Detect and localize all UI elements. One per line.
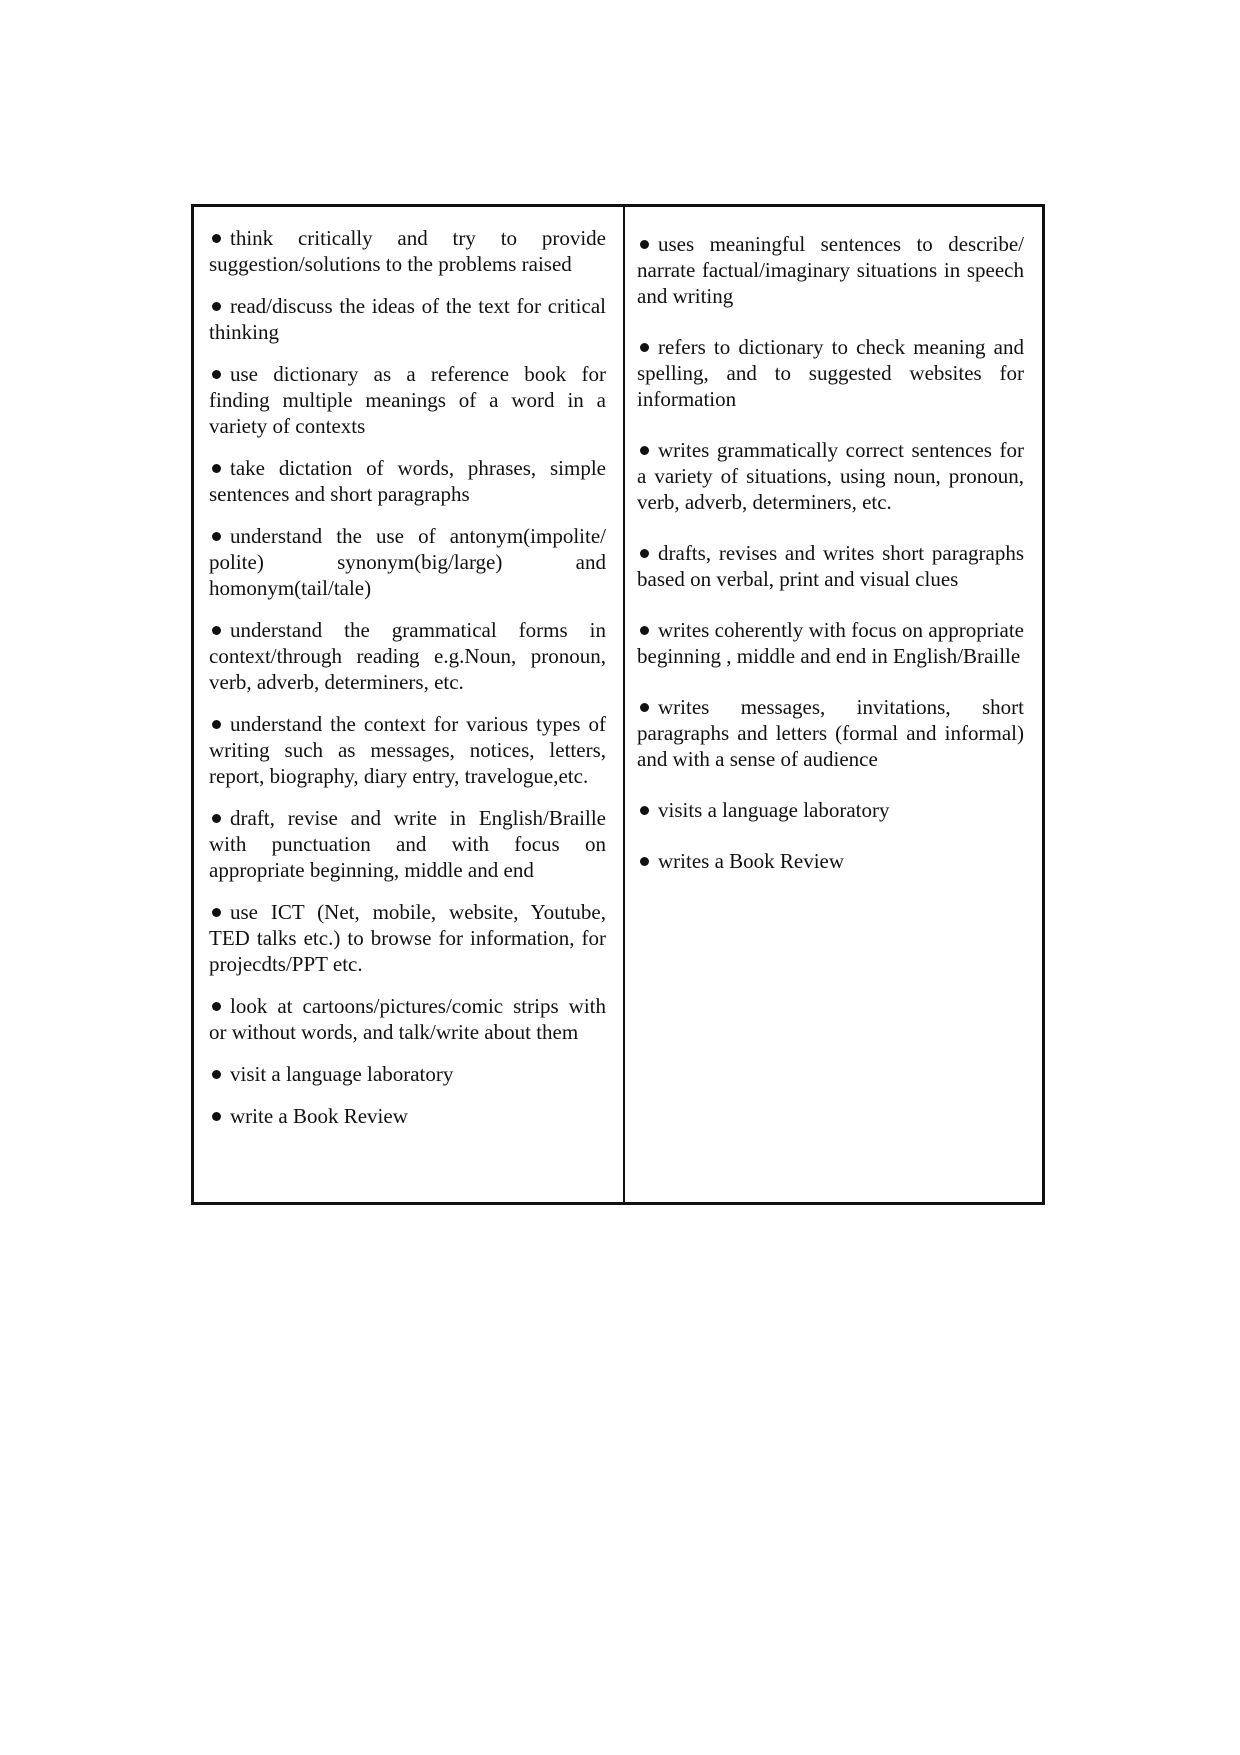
list-item bbox=[209, 1103, 606, 1129]
list-item bbox=[637, 540, 1024, 592]
list-item bbox=[209, 993, 606, 1045]
item-text: think critically and try to provide suggestion/solutions to the problems raised bbox=[209, 226, 606, 276]
right-column bbox=[625, 207, 1042, 1202]
bullet-icon bbox=[640, 343, 649, 352]
bullet-icon bbox=[212, 302, 221, 311]
item-text: use dictionary as a reference book for finding multiple meanings of a word in a variety of contexts bbox=[209, 362, 606, 438]
list-item bbox=[209, 293, 606, 345]
bullet-icon bbox=[640, 703, 649, 712]
item-text: write a Book Review bbox=[230, 1104, 408, 1128]
item-text: take dictation of words, phrases, simple sentences and short paragraphs bbox=[209, 456, 606, 506]
list-item bbox=[209, 617, 606, 695]
item-text: uses meaningful sentences to describe/ narrate factual/imaginary situations in speech and writing bbox=[637, 232, 1024, 308]
bullet-icon bbox=[640, 446, 649, 455]
list-item bbox=[637, 617, 1024, 669]
list-item bbox=[209, 523, 606, 601]
curriculum-table bbox=[191, 204, 1045, 1205]
item-text: understand the use of antonym(impolite/ polite) synonym(big/large) and homonym(tail/tale) bbox=[209, 524, 606, 600]
item-text: writes grammatically correct sentences for a variety of situations, using noun, pronoun, verb, adverb, determiners, etc. bbox=[637, 438, 1024, 514]
bullet-icon bbox=[212, 464, 221, 473]
bullet-icon bbox=[212, 370, 221, 379]
bullet-icon bbox=[212, 908, 221, 917]
list-item bbox=[637, 231, 1024, 309]
bullet-icon bbox=[212, 720, 221, 729]
list-item bbox=[637, 848, 1024, 874]
bullet-icon bbox=[212, 814, 221, 823]
list-item bbox=[209, 711, 606, 789]
item-text: writes coherently with focus on appropriate beginning , middle and end in English/Braille bbox=[637, 618, 1024, 668]
list-item bbox=[209, 1061, 606, 1087]
list-item bbox=[209, 455, 606, 507]
list-item bbox=[637, 334, 1024, 412]
item-text: visits a language laboratory bbox=[658, 798, 890, 822]
item-text: visit a language laboratory bbox=[230, 1062, 454, 1086]
bullet-icon bbox=[212, 1002, 221, 1011]
bullet-icon bbox=[212, 234, 221, 243]
item-text: refers to dictionary to check meaning and spelling, and to suggested websites for information bbox=[637, 335, 1024, 411]
item-text: read/discuss the ideas of the text for critical thinking bbox=[209, 294, 606, 344]
bullet-icon bbox=[212, 1070, 221, 1079]
bullet-icon bbox=[640, 806, 649, 815]
list-item bbox=[209, 899, 606, 977]
bullet-icon bbox=[640, 549, 649, 558]
item-text: drafts, revises and writes short paragraphs based on verbal, print and visual clues bbox=[637, 541, 1024, 591]
item-text: draft, revise and write in English/Braille with punctuation and with focus on appropriate beginning, middle and end bbox=[209, 806, 606, 882]
item-text: understand the grammatical forms in context/through reading e.g.Noun, pronoun, verb, adverb, determiners, etc. bbox=[209, 618, 606, 694]
item-text: understand the context for various types of writing such as messages, notices, letters, report, biography, diary entry, travelogue,etc. bbox=[209, 712, 606, 788]
list-item bbox=[209, 225, 606, 277]
item-text: writes a Book Review bbox=[658, 849, 845, 873]
bullet-icon bbox=[640, 626, 649, 635]
list-item bbox=[209, 805, 606, 883]
item-text: look at cartoons/pictures/comic strips with or without words, and talk/write about them bbox=[209, 994, 606, 1044]
list-item bbox=[637, 437, 1024, 515]
bullet-icon bbox=[212, 1112, 221, 1121]
item-text: use ICT (Net, mobile, website, Youtube, TED talks etc.) to browse for information, for projecdts/PPT etc. bbox=[209, 900, 606, 976]
list-item bbox=[209, 361, 606, 439]
list-item bbox=[637, 694, 1024, 772]
bullet-icon bbox=[212, 532, 221, 541]
left-column bbox=[194, 207, 625, 1202]
list-item bbox=[637, 797, 1024, 823]
bullet-icon bbox=[212, 626, 221, 635]
item-text: writes messages, invitations, short paragraphs and letters (formal and informal) and with a sense of audience bbox=[637, 695, 1024, 771]
bullet-icon bbox=[640, 240, 649, 249]
bullet-icon bbox=[640, 857, 649, 866]
